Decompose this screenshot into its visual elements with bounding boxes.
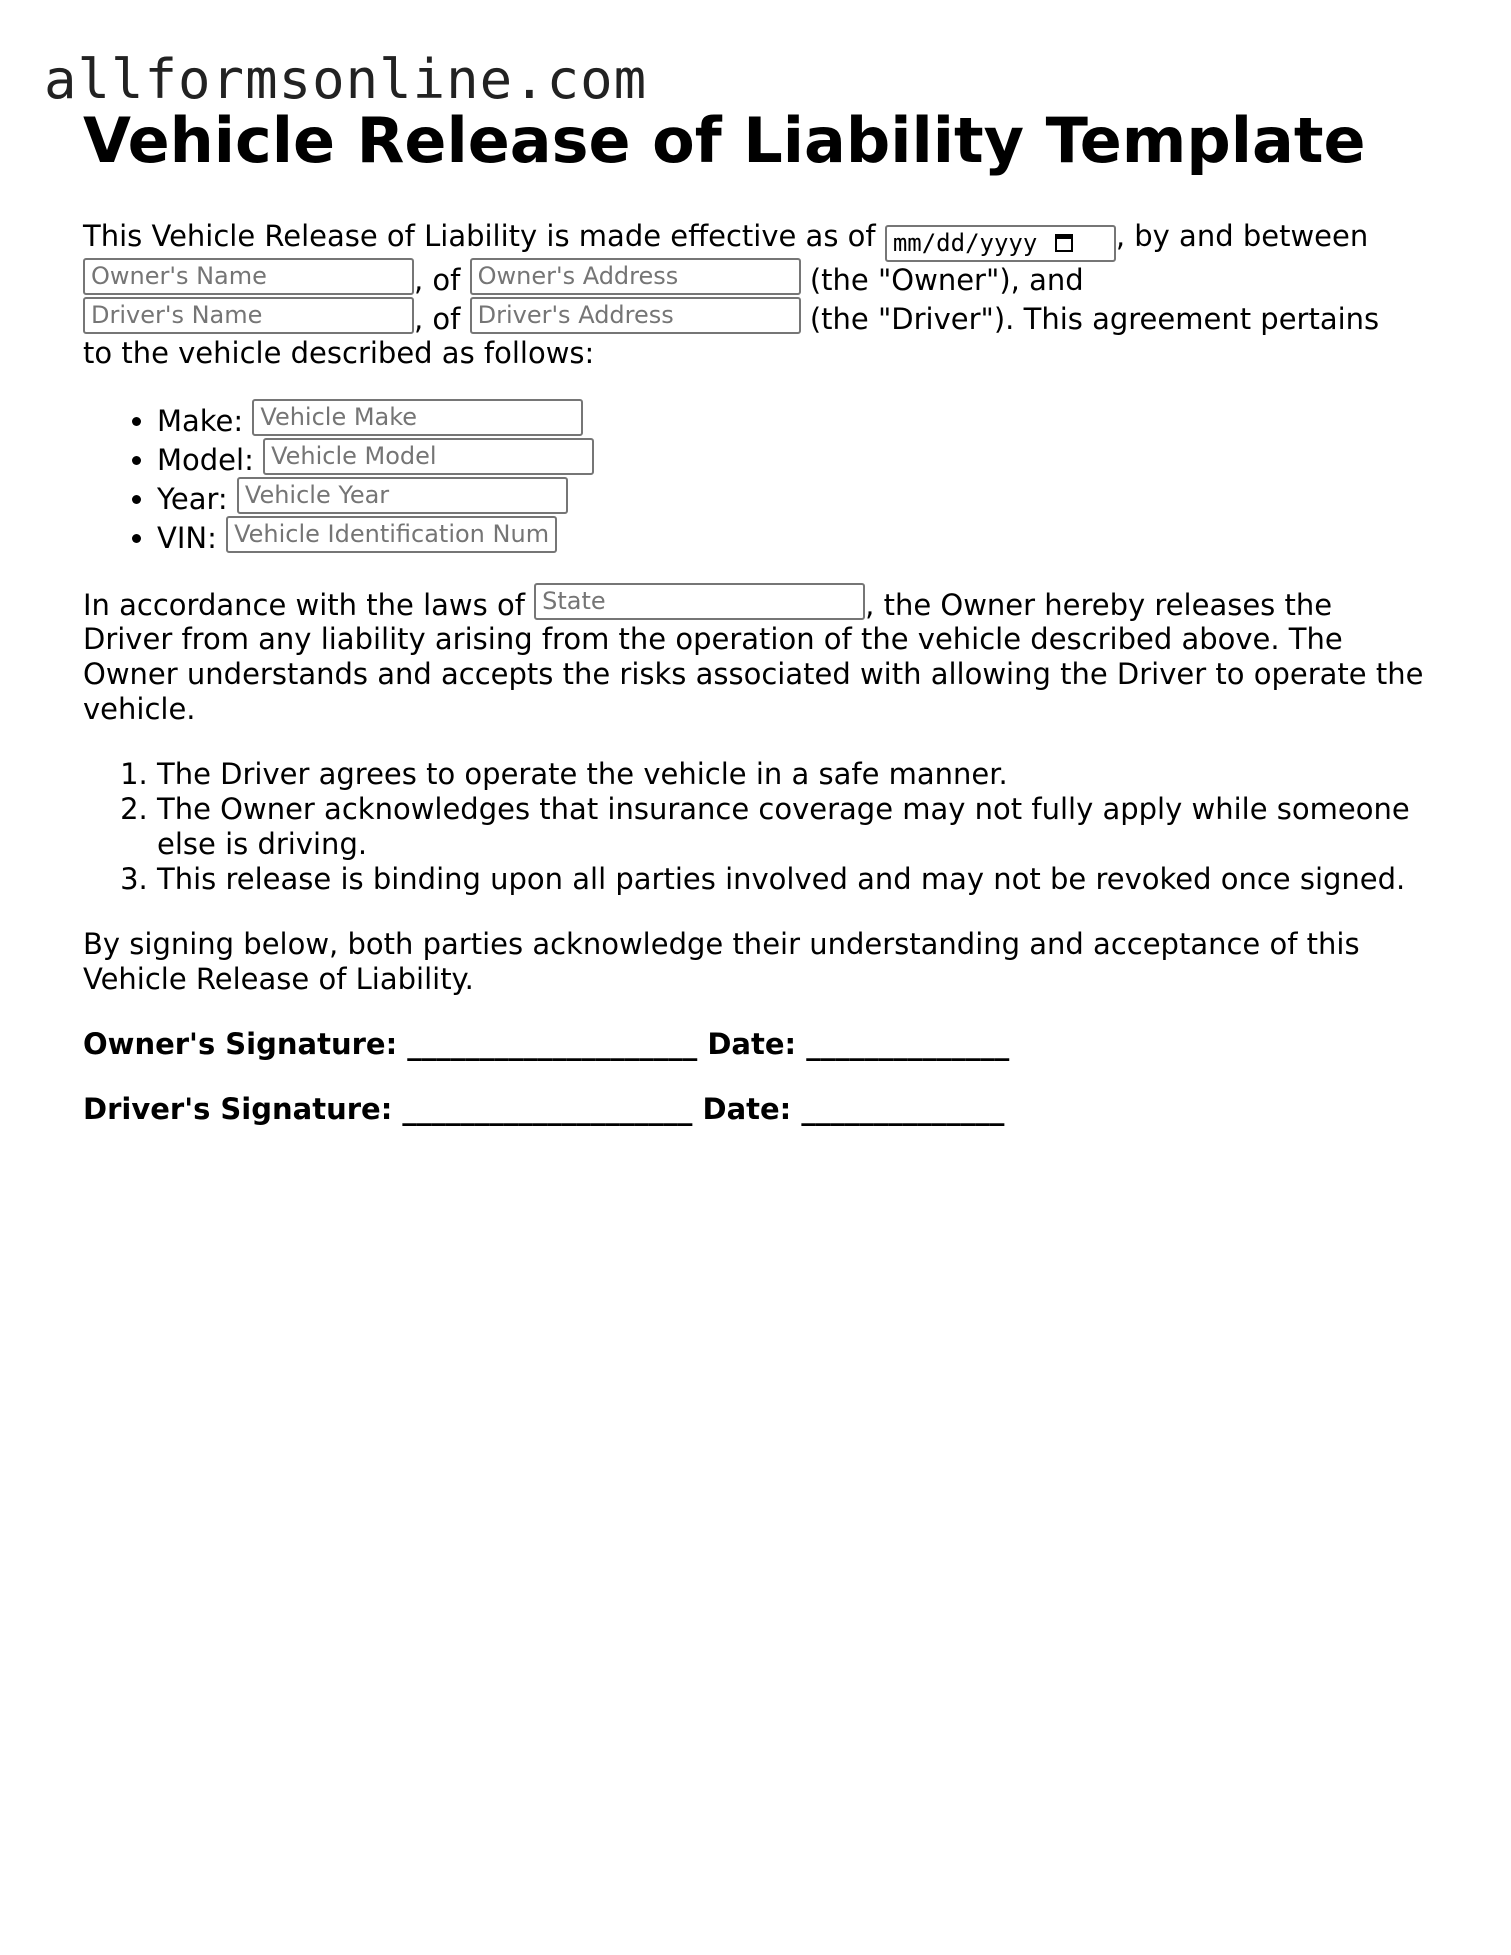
- page-title: Vehicle Release of Liability Template: [83, 104, 1366, 177]
- release-text-after-state: , the Owner hereby releases the: [865, 588, 1333, 622]
- of-text: , of: [414, 302, 461, 336]
- vin-label: VIN:: [157, 521, 217, 555]
- owner-suffix: (the "Owner"), and: [809, 263, 1084, 297]
- driver-name-input[interactable]: Driver's Name: [83, 297, 414, 334]
- driver-suffix: (the "Driver"). This agreement pertains: [809, 302, 1380, 336]
- make-label: Make:: [157, 404, 244, 438]
- intro-text-before-date: This Vehicle Release of Liability is made effective as of: [83, 219, 876, 253]
- calendar-icon[interactable]: [1055, 234, 1073, 252]
- year-label: Year:: [157, 482, 228, 516]
- release-line-1: [83, 583, 1443, 622]
- model-label: Model:: [157, 443, 254, 477]
- terms-list: [83, 757, 1443, 897]
- release-text-rest: Driver from any liability arising from the operation of the vehicle described above. The Owner understands and accepts the risks associated with allowing the Driver to operate the vehicle.: [83, 622, 1424, 726]
- intro-line-3: [83, 297, 1443, 336]
- site-watermark: allformsonline.com: [44, 48, 648, 111]
- owner-name-input[interactable]: Owner's Name: [83, 258, 414, 295]
- vehicle-details-list: [83, 399, 1443, 555]
- document-page: [83, 103, 1443, 1127]
- effective-date-input[interactable]: [885, 225, 1116, 262]
- owner-signature-line: Owner's Signature: ____________________ Date: ______________: [83, 1027, 1010, 1061]
- term-item: 3. This release is binding upon all parties involved and may not be revoked once signed.: [157, 862, 1443, 897]
- release-text-before-state: In accordance with the laws of: [83, 588, 525, 622]
- list-item-model: [157, 438, 1443, 477]
- of-text: , of: [414, 263, 461, 297]
- owner-address-input[interactable]: Owner's Address: [470, 258, 801, 295]
- intro-line-1: [83, 219, 1443, 258]
- state-input[interactable]: State: [534, 583, 865, 620]
- driver-address-input[interactable]: Driver's Address: [470, 297, 801, 334]
- vehicle-model-input[interactable]: Vehicle Model: [263, 438, 594, 475]
- release-paragraph: [83, 583, 1443, 727]
- vehicle-make-input[interactable]: Vehicle Make: [252, 399, 583, 436]
- term-item: 1. The Driver agrees to operate the vehicle in a safe manner.: [157, 757, 1443, 792]
- vin-input[interactable]: Vehicle Identification Num: [226, 516, 557, 553]
- vehicle-year-input[interactable]: Vehicle Year: [237, 477, 568, 514]
- list-item-make: [157, 399, 1443, 438]
- intro-text-after-date: , by and between: [1115, 219, 1369, 253]
- acknowledgement-paragraph: By signing below, both parties acknowledge their understanding and acceptance of this Vehicle Release of Liability.: [83, 927, 1360, 996]
- list-item-vin: [157, 516, 1443, 555]
- intro-text-end: to the vehicle described as follows:: [83, 336, 595, 370]
- date-placeholder: mm/dd/yyyy: [892, 229, 1038, 257]
- term-item: 2. The Owner acknowledges that insurance coverage may not fully apply while someone else is driving.: [157, 792, 1443, 862]
- driver-signature-line: Driver's Signature: ____________________ Date: ______________: [83, 1092, 1005, 1126]
- list-item-year: [157, 477, 1443, 516]
- intro-paragraph: [83, 219, 1443, 371]
- intro-line-2: [83, 258, 1443, 297]
